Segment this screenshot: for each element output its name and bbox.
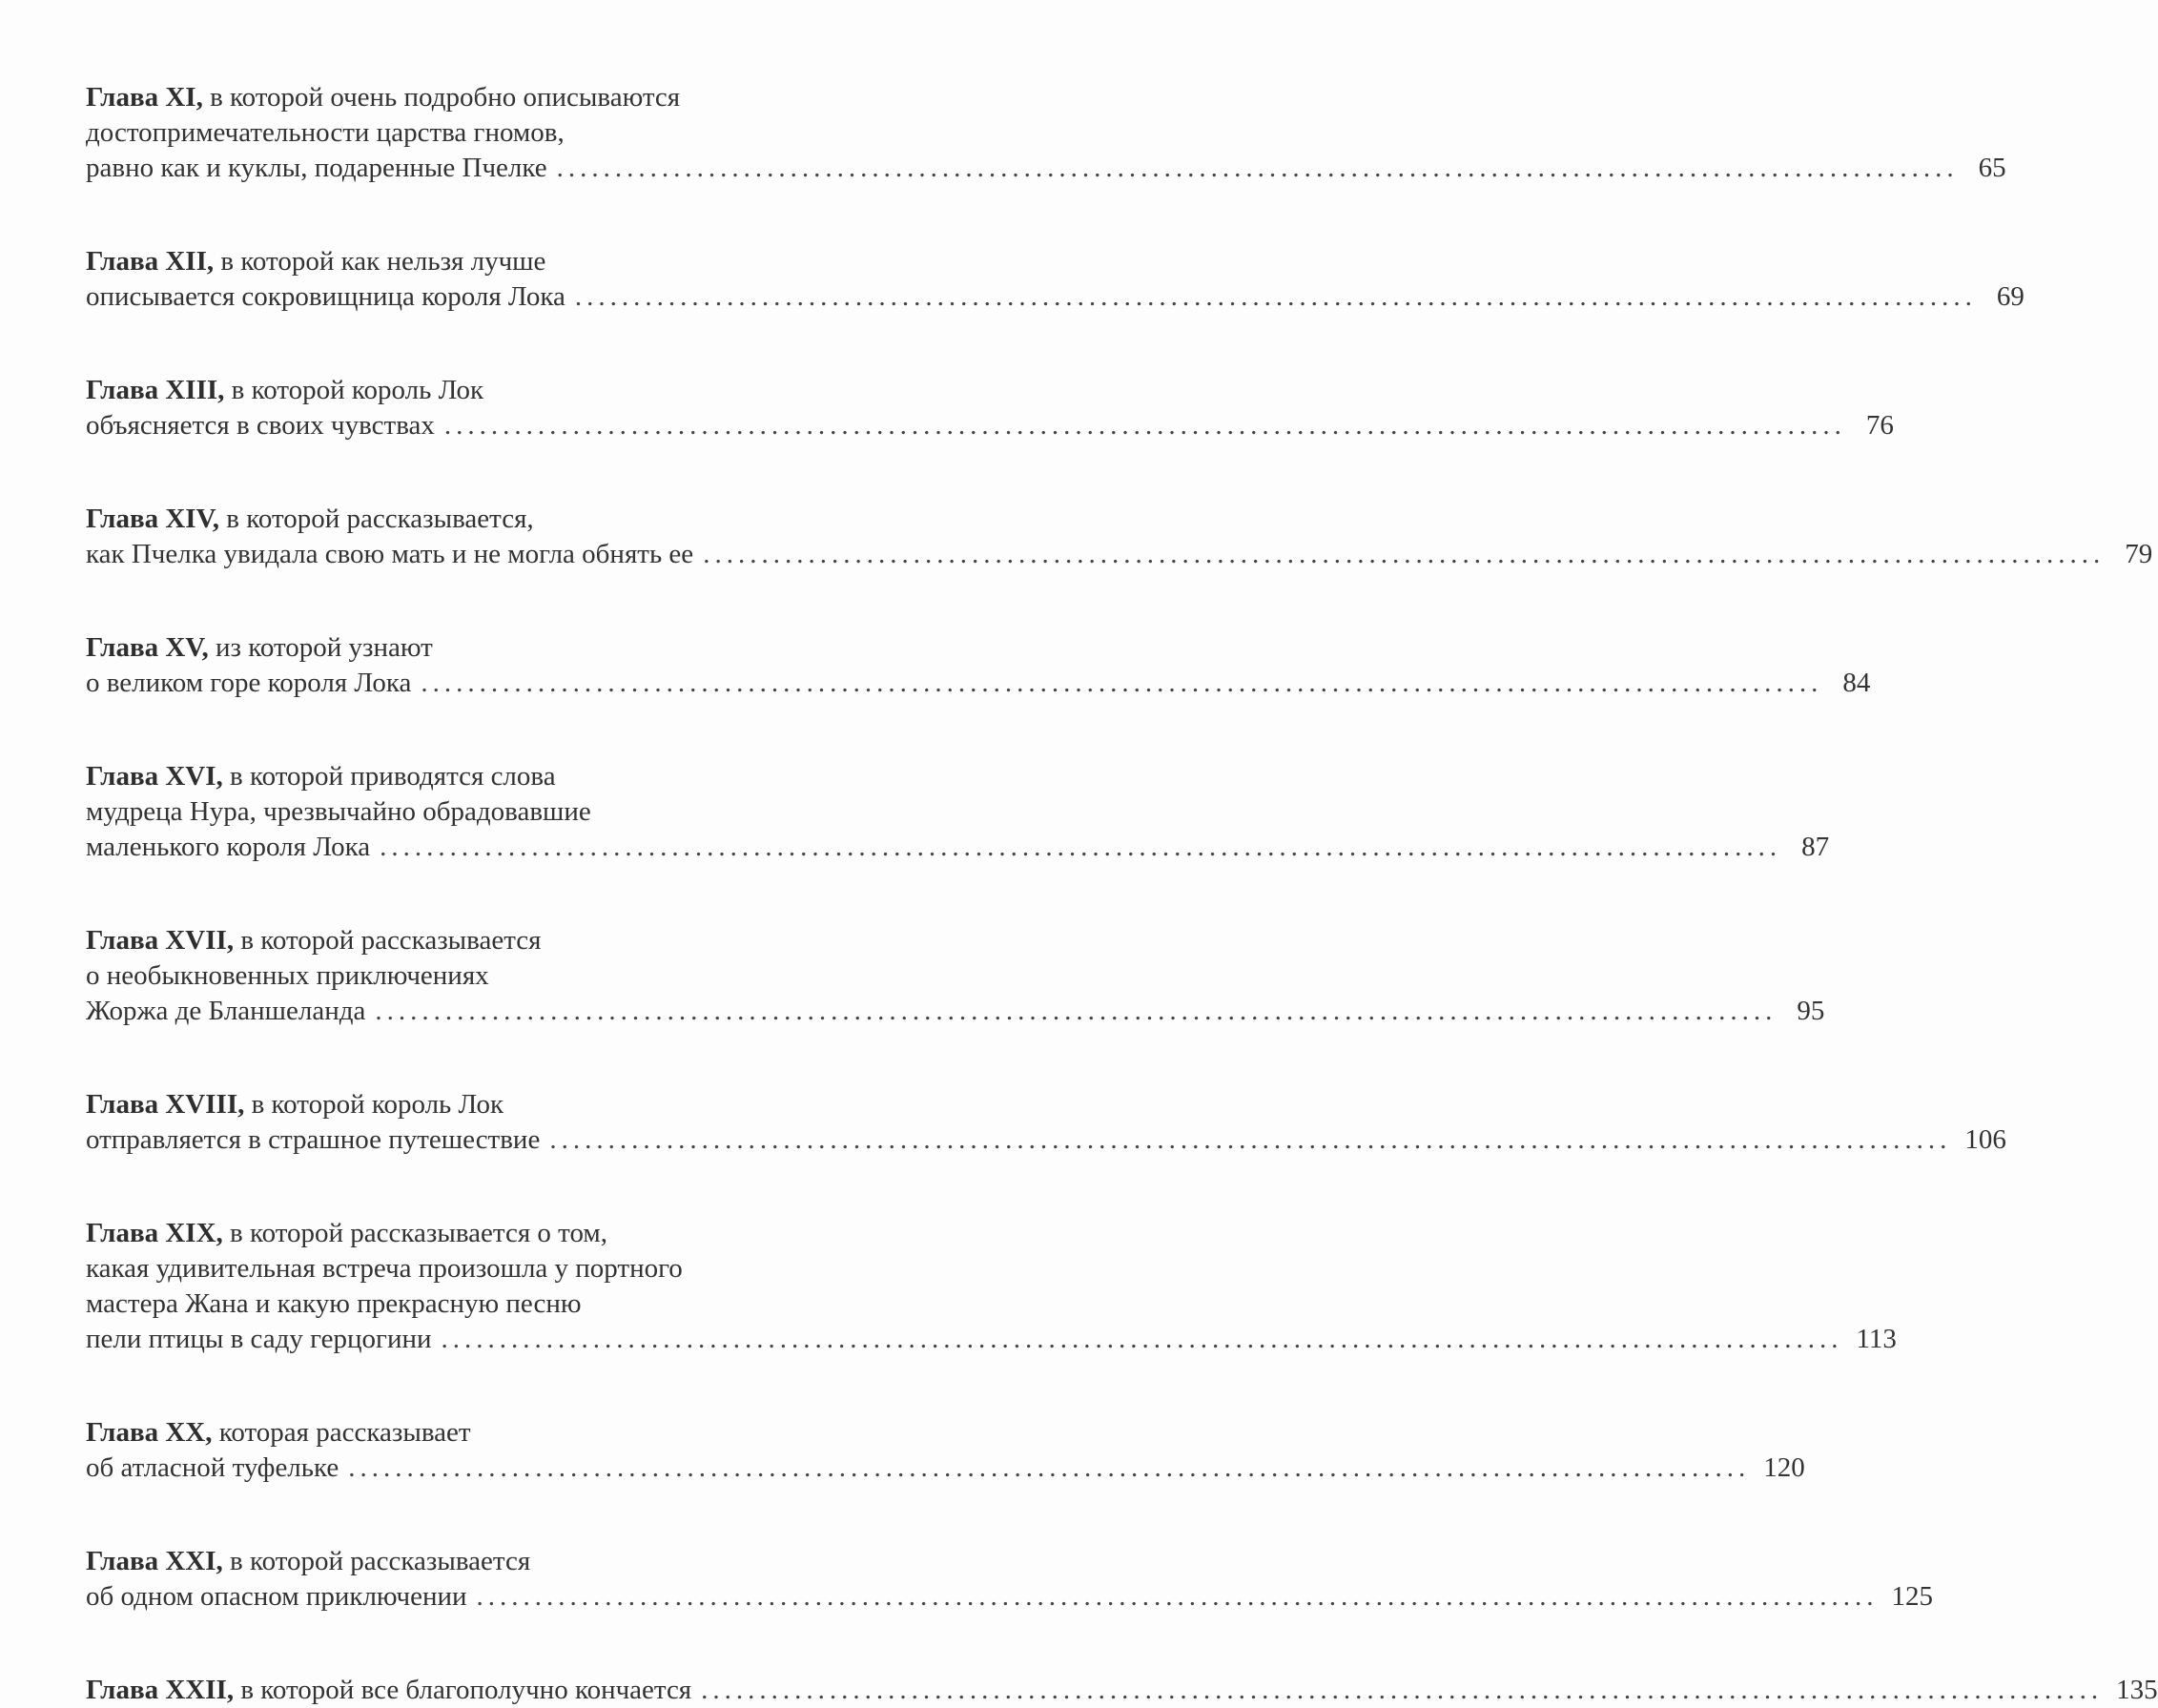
chapter-description-line: об атласной туфельке bbox=[86, 1452, 339, 1483]
chapter-description-line: Жоржа де Бланшеланда bbox=[86, 996, 366, 1026]
toc-entry bbox=[86, 759, 1830, 865]
toc-line bbox=[86, 115, 832, 151]
chapter-heading: Глава XII, bbox=[86, 246, 215, 277]
toc-line bbox=[86, 502, 832, 537]
toc-line bbox=[86, 537, 2153, 572]
toc-line bbox=[86, 1216, 832, 1251]
chapter-description-line: отправляется в страшное путешествие bbox=[86, 1124, 541, 1155]
toc-entry bbox=[86, 1216, 1897, 1357]
page-number: 95 bbox=[1797, 996, 1825, 1026]
chapter-heading: Глава XIII, bbox=[86, 375, 225, 405]
chapter-description-line: о необыкновенных приключениях bbox=[86, 960, 489, 991]
toc-line bbox=[86, 994, 1825, 1029]
chapter-description-line: объясняется в своих чувствах bbox=[86, 410, 435, 441]
toc-entry bbox=[86, 1415, 1805, 1486]
toc-line bbox=[86, 1286, 832, 1322]
dot-leader: ........................................................................................................................ bbox=[701, 1675, 2104, 1705]
toc-entry bbox=[86, 630, 1871, 701]
dot-leader: ........................................................................................................................ bbox=[348, 1452, 1751, 1483]
chapter-description-line: какая удивительная встреча произошла у портного bbox=[86, 1253, 683, 1284]
toc-line bbox=[86, 279, 2024, 315]
toc-line bbox=[86, 1415, 832, 1451]
toc-line bbox=[86, 244, 832, 279]
chapter-description-line: в которой рассказывается bbox=[240, 925, 542, 956]
toc-line bbox=[86, 1251, 832, 1286]
toc-line bbox=[86, 1544, 832, 1579]
chapter-description-line: мудреца Нура, чрезвычайно обрадовавшие bbox=[86, 796, 591, 827]
page-number: 125 bbox=[1891, 1581, 1934, 1612]
toc-line bbox=[86, 1322, 1897, 1357]
toc-line bbox=[86, 958, 832, 994]
page-number: 106 bbox=[1964, 1124, 2006, 1155]
chapter-description-line: об одном опасном приключении bbox=[86, 1581, 467, 1612]
dot-leader: ........................................................................................................................ bbox=[574, 281, 1977, 312]
chapter-description-line: в которой король Лок bbox=[231, 375, 484, 405]
toc-line bbox=[86, 794, 832, 830]
dot-leader: ........................................................................................................................ bbox=[441, 1324, 1843, 1354]
toc-entry bbox=[86, 502, 2153, 572]
page-number: 76 bbox=[1865, 410, 1894, 441]
toc-line bbox=[86, 80, 832, 115]
chapter-description-line: в которой приводятся слова bbox=[230, 761, 556, 792]
chapter-description-line: маленького короля Лока bbox=[86, 832, 371, 862]
toc-entry bbox=[86, 1673, 2158, 1708]
chapter-heading: Глава XX, bbox=[86, 1417, 213, 1448]
chapter-heading: Глава XV, bbox=[86, 632, 209, 663]
dot-leader: ........................................................................................................................ bbox=[556, 153, 1959, 183]
chapter-description-line: в которой рассказывается, bbox=[226, 504, 534, 534]
toc-line bbox=[86, 373, 832, 408]
chapter-heading: Глава XVII, bbox=[86, 925, 235, 956]
dot-leader: ........................................................................................................................ bbox=[703, 539, 2106, 569]
chapter-heading: Глава XXII, bbox=[86, 1675, 235, 1705]
chapter-description-line: пели птицы в саду герцогини bbox=[86, 1324, 432, 1354]
dot-leader: ........................................................................................................................ bbox=[380, 832, 1782, 862]
dot-leader: ........................................................................................................................ bbox=[375, 996, 1778, 1026]
toc-entry bbox=[86, 244, 2024, 315]
chapter-description-line: в которой все благополучно кончается bbox=[240, 1675, 692, 1705]
toc-line bbox=[86, 923, 832, 958]
toc-line bbox=[86, 151, 2006, 186]
chapter-description-line: в которой рассказывается о том, bbox=[230, 1218, 607, 1248]
dot-leader: ........................................................................................................................ bbox=[476, 1581, 1879, 1612]
toc-line bbox=[86, 1579, 1934, 1615]
toc-line bbox=[86, 666, 1871, 701]
chapter-description-line: достопримечательности царства гномов, bbox=[86, 117, 565, 148]
toc-line bbox=[86, 759, 832, 794]
toc-entry bbox=[86, 1544, 1934, 1615]
page-number: 135 bbox=[2116, 1675, 2158, 1705]
chapter-description-line: в которой король Лок bbox=[251, 1089, 504, 1120]
toc-line bbox=[86, 408, 1894, 443]
dot-leader: ........................................................................................................................ bbox=[549, 1124, 1952, 1155]
chapter-description-line: как Пчелка увидала свою мать и не могла обнять ее bbox=[86, 539, 694, 569]
toc-line bbox=[86, 630, 832, 666]
dot-leader: ........................................................................................................................ bbox=[421, 668, 1823, 698]
page-number: 87 bbox=[1801, 832, 1830, 862]
toc-entry bbox=[86, 923, 1825, 1029]
page-number: 79 bbox=[2125, 539, 2153, 569]
chapter-heading: Глава XIX, bbox=[86, 1218, 223, 1248]
toc-entry bbox=[86, 373, 1894, 443]
chapter-description-line: в которой как нельзя лучше bbox=[220, 246, 546, 277]
chapter-description-line: о великом горе короля Лока bbox=[86, 668, 412, 698]
page-number: 65 bbox=[1978, 153, 2006, 183]
chapter-heading: Глава XVI, bbox=[86, 761, 223, 792]
page-number: 84 bbox=[1842, 668, 1871, 698]
chapter-description-line: в которой очень подробно описываются bbox=[210, 82, 681, 113]
chapter-heading: Глава XIV, bbox=[86, 504, 220, 534]
chapter-description-line: из которой узнают bbox=[216, 632, 433, 663]
chapter-description-line: которая рассказывает bbox=[218, 1417, 471, 1448]
chapter-description-line: мастера Жана и какую прекрасную песню bbox=[86, 1288, 582, 1319]
page-number: 120 bbox=[1763, 1452, 1805, 1483]
chapter-heading: Глава XVIII, bbox=[86, 1089, 245, 1120]
page-number: 69 bbox=[1996, 281, 2024, 312]
toc-line bbox=[86, 1122, 2006, 1158]
toc-line bbox=[86, 1673, 2158, 1708]
toc-entry bbox=[86, 1087, 2006, 1158]
chapter-description-line: описывается сокровищница короля Лока bbox=[86, 281, 565, 312]
toc-line bbox=[86, 1087, 832, 1122]
chapter-description-line: в которой рассказывается bbox=[230, 1546, 531, 1576]
chapter-heading: Глава XXI, bbox=[86, 1546, 223, 1576]
chapter-heading: Глава XI, bbox=[86, 82, 203, 113]
chapter-description-line: равно как и куклы, подаренные Пчелке bbox=[86, 153, 547, 183]
page-number: 113 bbox=[1856, 1324, 1897, 1354]
dot-leader: ........................................................................................................................ bbox=[443, 410, 1846, 441]
toc-line bbox=[86, 830, 1830, 865]
toc-line bbox=[86, 1451, 1805, 1486]
toc-entry bbox=[86, 80, 2006, 186]
